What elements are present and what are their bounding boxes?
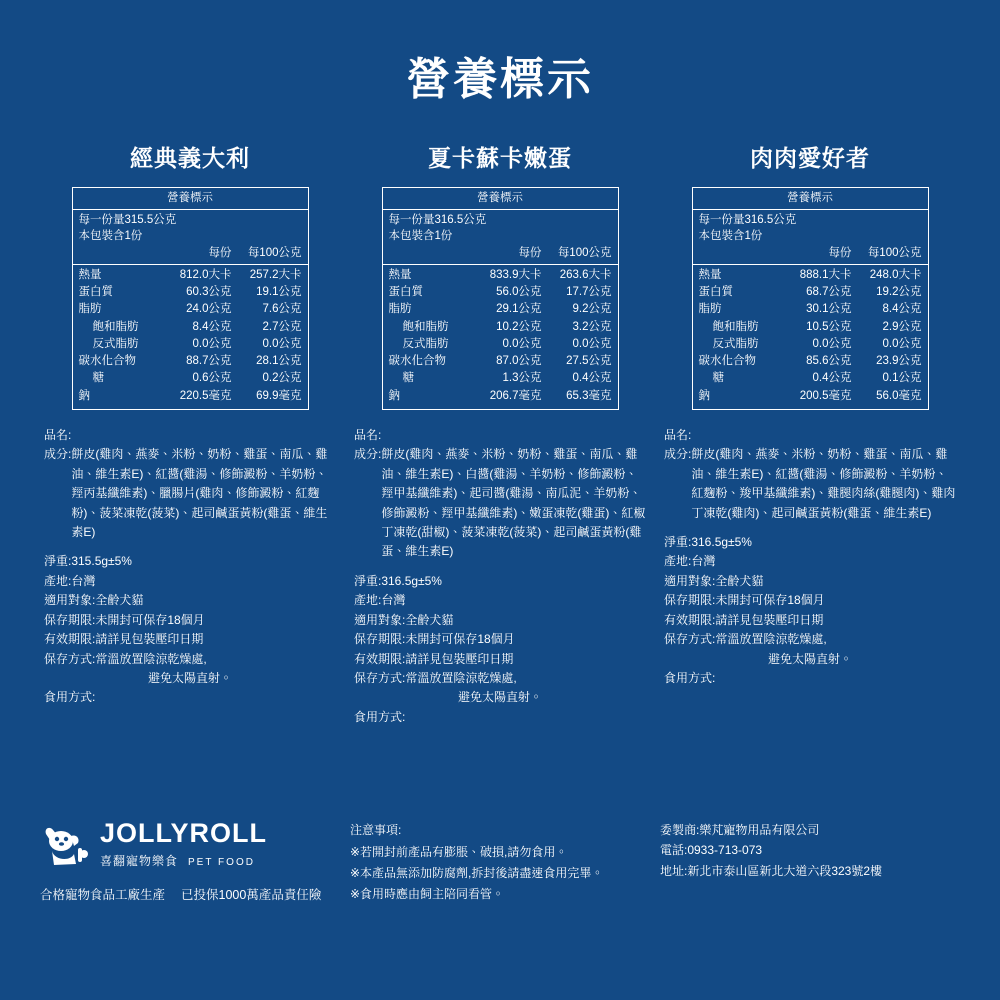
ingredients <box>664 445 956 523</box>
row-per-100g: 69.9毫克 <box>256 389 302 402</box>
row-per-100g: 0.1公克 <box>882 372 922 385</box>
table-row <box>389 336 612 353</box>
note-item: ※本產品無添加防腐劑,拆封後請盡速食用完畢。 <box>350 866 604 881</box>
shelf-life: 保存期限:未開封可保存18個月 <box>664 593 825 608</box>
row-per-100g: 7.6公克 <box>262 303 302 316</box>
row-per-100g: 8.4公克 <box>882 303 922 316</box>
table-row <box>79 284 302 301</box>
row-per-100g: 56.0毫克 <box>876 389 922 402</box>
address: 地址:新北市泰山區新北大道六段323號2樓 <box>660 863 883 878</box>
row-label: 碳水化合物 <box>78 355 136 368</box>
row-per-100g: 0.4公克 <box>572 372 612 385</box>
ingredients-value: 餅皮(雞肉、燕麥、米粉、奶粉、雞蛋、南瓜、雞油、維生素E)、紅醬(雞湯、修飾澱粉、羊奶粉、紅麴粉、羧甲基纖維素)、雞腿肉絲(雞腿肉)、雞肉丁凍乾(雞肉)、起司鹹蛋黃粉(雞蛋、維生素E) <box>691 447 956 520</box>
expiry-date: 有效期限:請詳見包裝壓印日期 <box>664 612 824 627</box>
row-per-serving: 0.4公克 <box>812 372 852 385</box>
footer-notes-column <box>350 820 650 907</box>
nutrition-table <box>382 187 619 409</box>
product-name-label: 品名: <box>664 427 692 442</box>
product-info <box>660 426 960 689</box>
table-row <box>699 388 922 405</box>
row-per-100g: 2.9公克 <box>882 320 922 333</box>
table-row <box>389 353 612 370</box>
page-title: 營養標示 <box>406 55 594 104</box>
row-label: 糖 <box>92 372 104 385</box>
row-per-100g: 27.5公克 <box>566 355 612 368</box>
nutrition-column-headers <box>73 245 308 265</box>
row-per-serving: 200.5毫克 <box>799 389 852 402</box>
table-row <box>699 267 922 284</box>
row-per-100g: 19.2公克 <box>876 286 922 299</box>
table-row <box>79 319 302 336</box>
row-per-serving: 88.7公克 <box>186 355 232 368</box>
product-name-label: 品名: <box>44 427 72 442</box>
serving-size: 每一份量315.5公克 <box>78 214 177 227</box>
row-per-100g: 248.0大卡 <box>869 268 922 281</box>
row-label: 蛋白質 <box>698 286 733 299</box>
nutrition-table <box>692 187 929 409</box>
shelf-life: 保存期限:未開封可保存18個月 <box>354 632 515 647</box>
row-label: 飽和脂肪 <box>92 320 139 333</box>
product-name: 夏卡蘇卡嫩蛋 <box>428 145 572 172</box>
feeding-method: 食用方式: <box>354 709 406 724</box>
row-per-serving: 812.0大卡 <box>179 268 232 281</box>
product-name-label: 品名: <box>354 427 382 442</box>
row-per-100g: 0.2公克 <box>262 372 302 385</box>
ingredients <box>44 445 336 542</box>
serving-info <box>73 210 308 245</box>
net-weight: 淨重:316.5g±5% <box>664 534 752 549</box>
nutrition-table-header: 營養標示 <box>693 188 928 210</box>
row-per-100g: 17.7公克 <box>566 286 612 299</box>
row-per-serving: 8.4公克 <box>192 320 232 333</box>
product-name: 經典義大利 <box>130 145 250 172</box>
ingredients-value: 餅皮(雞肉、燕麥、米粉、奶粉、雞蛋、南瓜、雞油、維生素E)、白醬(雞湯、羊奶粉、修飾澱粉、羥甲基纖維素)、起司醬(雞湯、南瓜泥、羊奶粉、修飾澱粉、羥甲基纖維素)、嫩蛋凍乾(雞蛋)、紅椒丁凍乾(甜椒)、菠菜凍乾(菠菜)、起司鹹蛋黃粉(雞蛋、維生素E) <box>381 447 646 559</box>
row-label: 碳水化合物 <box>388 355 446 368</box>
row-per-100g: 3.2公克 <box>572 320 612 333</box>
row-per-serving: 220.5毫克 <box>179 389 232 402</box>
table-row <box>389 370 612 387</box>
header-per-serving: 每份 <box>518 247 542 260</box>
row-label: 脂肪 <box>698 303 722 316</box>
table-row <box>699 284 922 301</box>
cert-factory: 合格寵物食品工廠生產 <box>40 888 166 903</box>
row-label: 脂肪 <box>388 303 412 316</box>
certification-line <box>40 885 340 906</box>
table-row <box>699 370 922 387</box>
expiry-date: 有效期限:請詳見包裝壓印日期 <box>354 651 514 666</box>
row-label: 飽和脂肪 <box>712 320 759 333</box>
storage-method: 保存方式:常溫放置陰涼乾燥處, <box>354 671 517 686</box>
row-per-serving: 0.0公克 <box>192 337 232 350</box>
row-per-serving: 888.1大卡 <box>799 268 852 281</box>
row-per-serving: 30.1公克 <box>806 303 852 316</box>
footer-brand-column <box>40 820 340 907</box>
table-row <box>79 370 302 387</box>
nutrition-rows <box>693 265 928 409</box>
notes-title: 注意事項: <box>350 823 402 837</box>
table-row <box>389 301 612 318</box>
row-label: 糖 <box>402 372 414 385</box>
row-label: 蛋白質 <box>78 286 113 299</box>
nutrition-table <box>72 187 309 409</box>
product-column-3 <box>660 140 960 727</box>
header-per-100g: 每100公克 <box>247 247 302 260</box>
row-label: 反式脂肪 <box>712 337 759 350</box>
table-row <box>699 336 922 353</box>
origin: 產地:台灣 <box>354 593 406 608</box>
storage-method-cont: 避免太陽直射。 <box>147 671 232 686</box>
company-name: 委製商:樂芃寵物用品有限公司 <box>660 823 820 837</box>
row-label: 反式脂肪 <box>402 337 449 350</box>
table-row <box>699 301 922 318</box>
row-label: 鈉 <box>388 389 400 402</box>
nutrition-column-headers <box>693 245 928 265</box>
target-animals: 適用對象:全齡犬貓 <box>354 612 454 627</box>
row-label: 熱量 <box>78 268 102 281</box>
row-per-serving: 0.0公克 <box>502 337 542 350</box>
brand-name-zh: 喜翻寵物樂食 <box>100 854 179 868</box>
row-label: 反式脂肪 <box>92 337 139 350</box>
header-per-serving: 每份 <box>828 247 852 260</box>
table-row <box>79 267 302 284</box>
phone-number: 電話:0933-713-073 <box>660 843 763 858</box>
row-per-100g: 2.7公克 <box>262 320 302 333</box>
table-row <box>699 319 922 336</box>
row-per-100g: 0.0公克 <box>572 337 612 350</box>
table-row <box>79 301 302 318</box>
row-per-serving: 10.5公克 <box>806 320 852 333</box>
row-per-serving: 833.9大卡 <box>489 268 542 281</box>
brand-tagline-en: PET FOOD <box>188 857 255 868</box>
row-per-serving: 24.0公克 <box>186 303 232 316</box>
row-per-serving: 0.6公克 <box>192 372 232 385</box>
row-per-serving: 60.3公克 <box>186 286 232 299</box>
row-label: 糖 <box>712 372 724 385</box>
serving-size: 每一份量316.5公克 <box>388 214 487 227</box>
origin: 產地:台灣 <box>664 554 716 569</box>
product-info <box>40 426 340 708</box>
row-per-100g: 263.6大卡 <box>559 268 612 281</box>
row-label: 熱量 <box>388 268 412 281</box>
feeding-method: 食用方式: <box>664 671 716 686</box>
row-per-serving: 10.2公克 <box>496 320 542 333</box>
header-per-100g: 每100公克 <box>867 247 922 260</box>
row-per-serving: 68.7公克 <box>806 286 852 299</box>
storage-method: 保存方式:常溫放置陰涼乾燥處, <box>44 651 207 666</box>
package-servings: 本包裝含1份 <box>78 229 143 242</box>
header-per-100g: 每100公克 <box>557 247 612 260</box>
package-servings: 本包裝含1份 <box>388 229 453 242</box>
ingredients-label: 成分: <box>354 447 382 462</box>
row-per-serving: 1.3公克 <box>502 372 542 385</box>
footer-contact-column <box>660 820 960 907</box>
row-per-serving: 206.7毫克 <box>489 389 542 402</box>
storage-method: 保存方式:常溫放置陰涼乾燥處, <box>664 632 827 647</box>
net-weight: 淨重:315.5g±5% <box>44 554 132 569</box>
cert-insurance: 已投保1000萬產品責任險 <box>181 888 322 903</box>
row-per-100g: 0.0公克 <box>882 337 922 350</box>
table-row <box>389 319 612 336</box>
ingredients-label: 成分: <box>664 447 692 462</box>
table-row <box>79 353 302 370</box>
row-label: 熱量 <box>698 268 722 281</box>
row-per-100g: 257.2大卡 <box>249 268 302 281</box>
table-row <box>389 388 612 405</box>
brand-block <box>40 820 340 871</box>
row-per-serving: 0.0公克 <box>812 337 852 350</box>
nutrition-rows <box>73 265 308 409</box>
product-name: 肉肉愛好者 <box>750 145 870 172</box>
ingredients-value: 餅皮(雞肉、燕麥、米粉、奶粉、雞蛋、南瓜、雞油、維生素E)、紅醬(雞湯、修飾澱粉、羊奶粉、羥丙基纖維素)、臘腸片(雞肉、修飾澱粉、紅麴粉)、菠菜凍乾(菠菜)、起司鹹蛋黃粉(雞蛋、維生素E) <box>71 447 328 539</box>
row-label: 蛋白質 <box>388 286 423 299</box>
storage-method-cont: 避免太陽直射。 <box>457 690 542 705</box>
row-label: 碳水化合物 <box>698 355 756 368</box>
origin: 產地:台灣 <box>44 573 96 588</box>
product-column-1 <box>40 140 340 727</box>
row-label: 脂肪 <box>78 303 102 316</box>
row-per-serving: 85.6公克 <box>806 355 852 368</box>
target-animals: 適用對象:全齡犬貓 <box>664 573 764 588</box>
dog-logo-icon <box>40 824 92 868</box>
product-info <box>350 426 650 728</box>
product-columns <box>0 140 1000 727</box>
row-label: 飽和脂肪 <box>402 320 449 333</box>
package-servings: 本包裝含1份 <box>698 229 763 242</box>
row-label: 鈉 <box>78 389 90 402</box>
row-per-100g: 23.9公克 <box>876 355 922 368</box>
row-per-serving: 29.1公克 <box>496 303 542 316</box>
expiry-date: 有效期限:請詳見包裝壓印日期 <box>44 632 204 647</box>
ingredients <box>354 445 646 562</box>
note-item: ※若開封前產品有膨脹、破損,請勿食用。 <box>350 845 568 860</box>
serving-info <box>383 210 618 245</box>
target-animals: 適用對象:全齡犬貓 <box>44 593 144 608</box>
note-item: ※食用時應由飼主陪同看管。 <box>350 887 505 902</box>
row-per-serving: 56.0公克 <box>496 286 542 299</box>
serving-size: 每一份量316.5公克 <box>698 214 797 227</box>
nutrition-column-headers <box>383 245 618 265</box>
product-column-2 <box>350 140 650 727</box>
brand-name: JOLLYROLL <box>100 818 268 848</box>
table-row <box>79 388 302 405</box>
row-per-100g: 28.1公克 <box>256 355 302 368</box>
table-row <box>389 284 612 301</box>
row-per-serving: 87.0公克 <box>496 355 542 368</box>
nutrition-rows <box>383 265 618 409</box>
row-per-100g: 0.0公克 <box>262 337 302 350</box>
row-per-100g: 9.2公克 <box>572 303 612 316</box>
footer <box>0 820 1000 907</box>
table-row <box>699 353 922 370</box>
nutrition-table-header: 營養標示 <box>73 188 308 210</box>
table-row <box>79 336 302 353</box>
header-per-serving: 每份 <box>208 247 232 260</box>
row-per-100g: 65.3毫克 <box>566 389 612 402</box>
ingredients-label: 成分: <box>44 447 72 462</box>
storage-method-cont: 避免太陽直射。 <box>767 651 852 666</box>
feeding-method: 食用方式: <box>44 690 96 705</box>
shelf-life: 保存期限:未開封可保存18個月 <box>44 612 205 627</box>
nutrition-table-header: 營養標示 <box>383 188 618 210</box>
row-per-100g: 19.1公克 <box>256 286 302 299</box>
net-weight: 淨重:316.5g±5% <box>354 573 442 588</box>
table-row <box>389 267 612 284</box>
serving-info <box>693 210 928 245</box>
brand-text <box>100 820 267 871</box>
row-label: 鈉 <box>698 389 710 402</box>
